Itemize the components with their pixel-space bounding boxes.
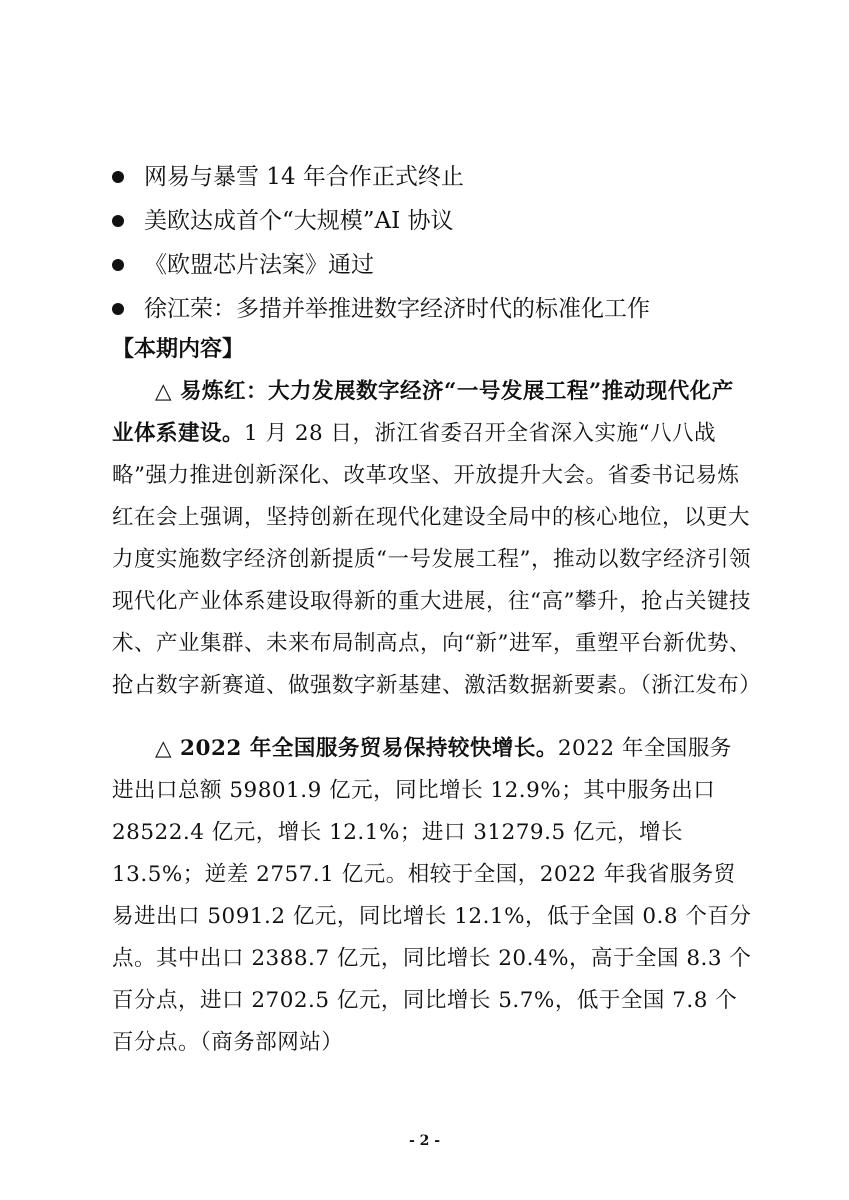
- bullet-dot-icon: [112, 215, 124, 227]
- highlights-list: [112, 155, 752, 331]
- highlight-text: 美欧达成首个“大规模”AI 协议: [144, 208, 454, 234]
- highlight-item: [112, 199, 752, 243]
- page-number: - 2 -: [408, 1133, 441, 1149]
- highlight-text: 《欧盟芯片法案》通过: [144, 252, 374, 278]
- highlight-item: [112, 287, 752, 331]
- article-body: 1 月 28 日，浙江省委召开全省深入实施“八八战略”强力推进创新深化、改革攻坚、开放提升大会。省委书记易炼红在会上强调，坚持创新在现代化建设全局中的核心地位，以更大力度实施数字经济创新提质“一号发展工程”，推动以数字经济引领现代化产业体系建设取得新的重大进展，往“高”攀升，抢占关键技术、产业集群、未来布局制高点，向“新”进军，重塑平台新优势、抢占数字新赛道、做强数字新基建、激活数据新要素。（浙江发布）: [112, 421, 762, 698]
- article-body: 2022 年全国服务进出口总额 59801.9 亿元，同比增长 12.9%；其中服务出口 28522.4 亿元，增长 12.1%；进口 31279.5 亿元，增长 13.5%；逆差 2757.1 亿元。相较于全国，2022 年我省服务贸易进出口 5091.2 亿元，同比增长 12.1%，低于全国 0.8 个百分点。其中出口 2388.7 亿元，同比增长 20.4%，高于全国 8.3 个百分点，进口 2702.5 亿元，同比增长 5.7%，低于全国 7.8 个百分点。（商务部网站）: [112, 736, 752, 1055]
- article-marker: △: [155, 379, 173, 404]
- highlight-text: 网易与暴雪 14 年合作正式终止: [144, 164, 464, 190]
- article-headline: 2022 年全国服务贸易保持较快增长。: [180, 736, 558, 761]
- section-title: 【本期内容】: [112, 337, 245, 362]
- bullet-dot-icon: [112, 171, 124, 183]
- article: [112, 371, 762, 707]
- highlight-item: [112, 155, 752, 199]
- article-headline: 易炼红：大力发展数字经济“一号发展工程”推动现代化产业体系建设。: [112, 379, 734, 446]
- highlight-text: 徐江荣：多措并举推进数字经济时代的标准化工作: [144, 296, 650, 322]
- bullet-dot-icon: [112, 303, 124, 315]
- highlight-item: [112, 243, 752, 287]
- bullet-dot-icon: [112, 259, 124, 271]
- article: [112, 728, 752, 1064]
- article-marker: △: [155, 736, 173, 761]
